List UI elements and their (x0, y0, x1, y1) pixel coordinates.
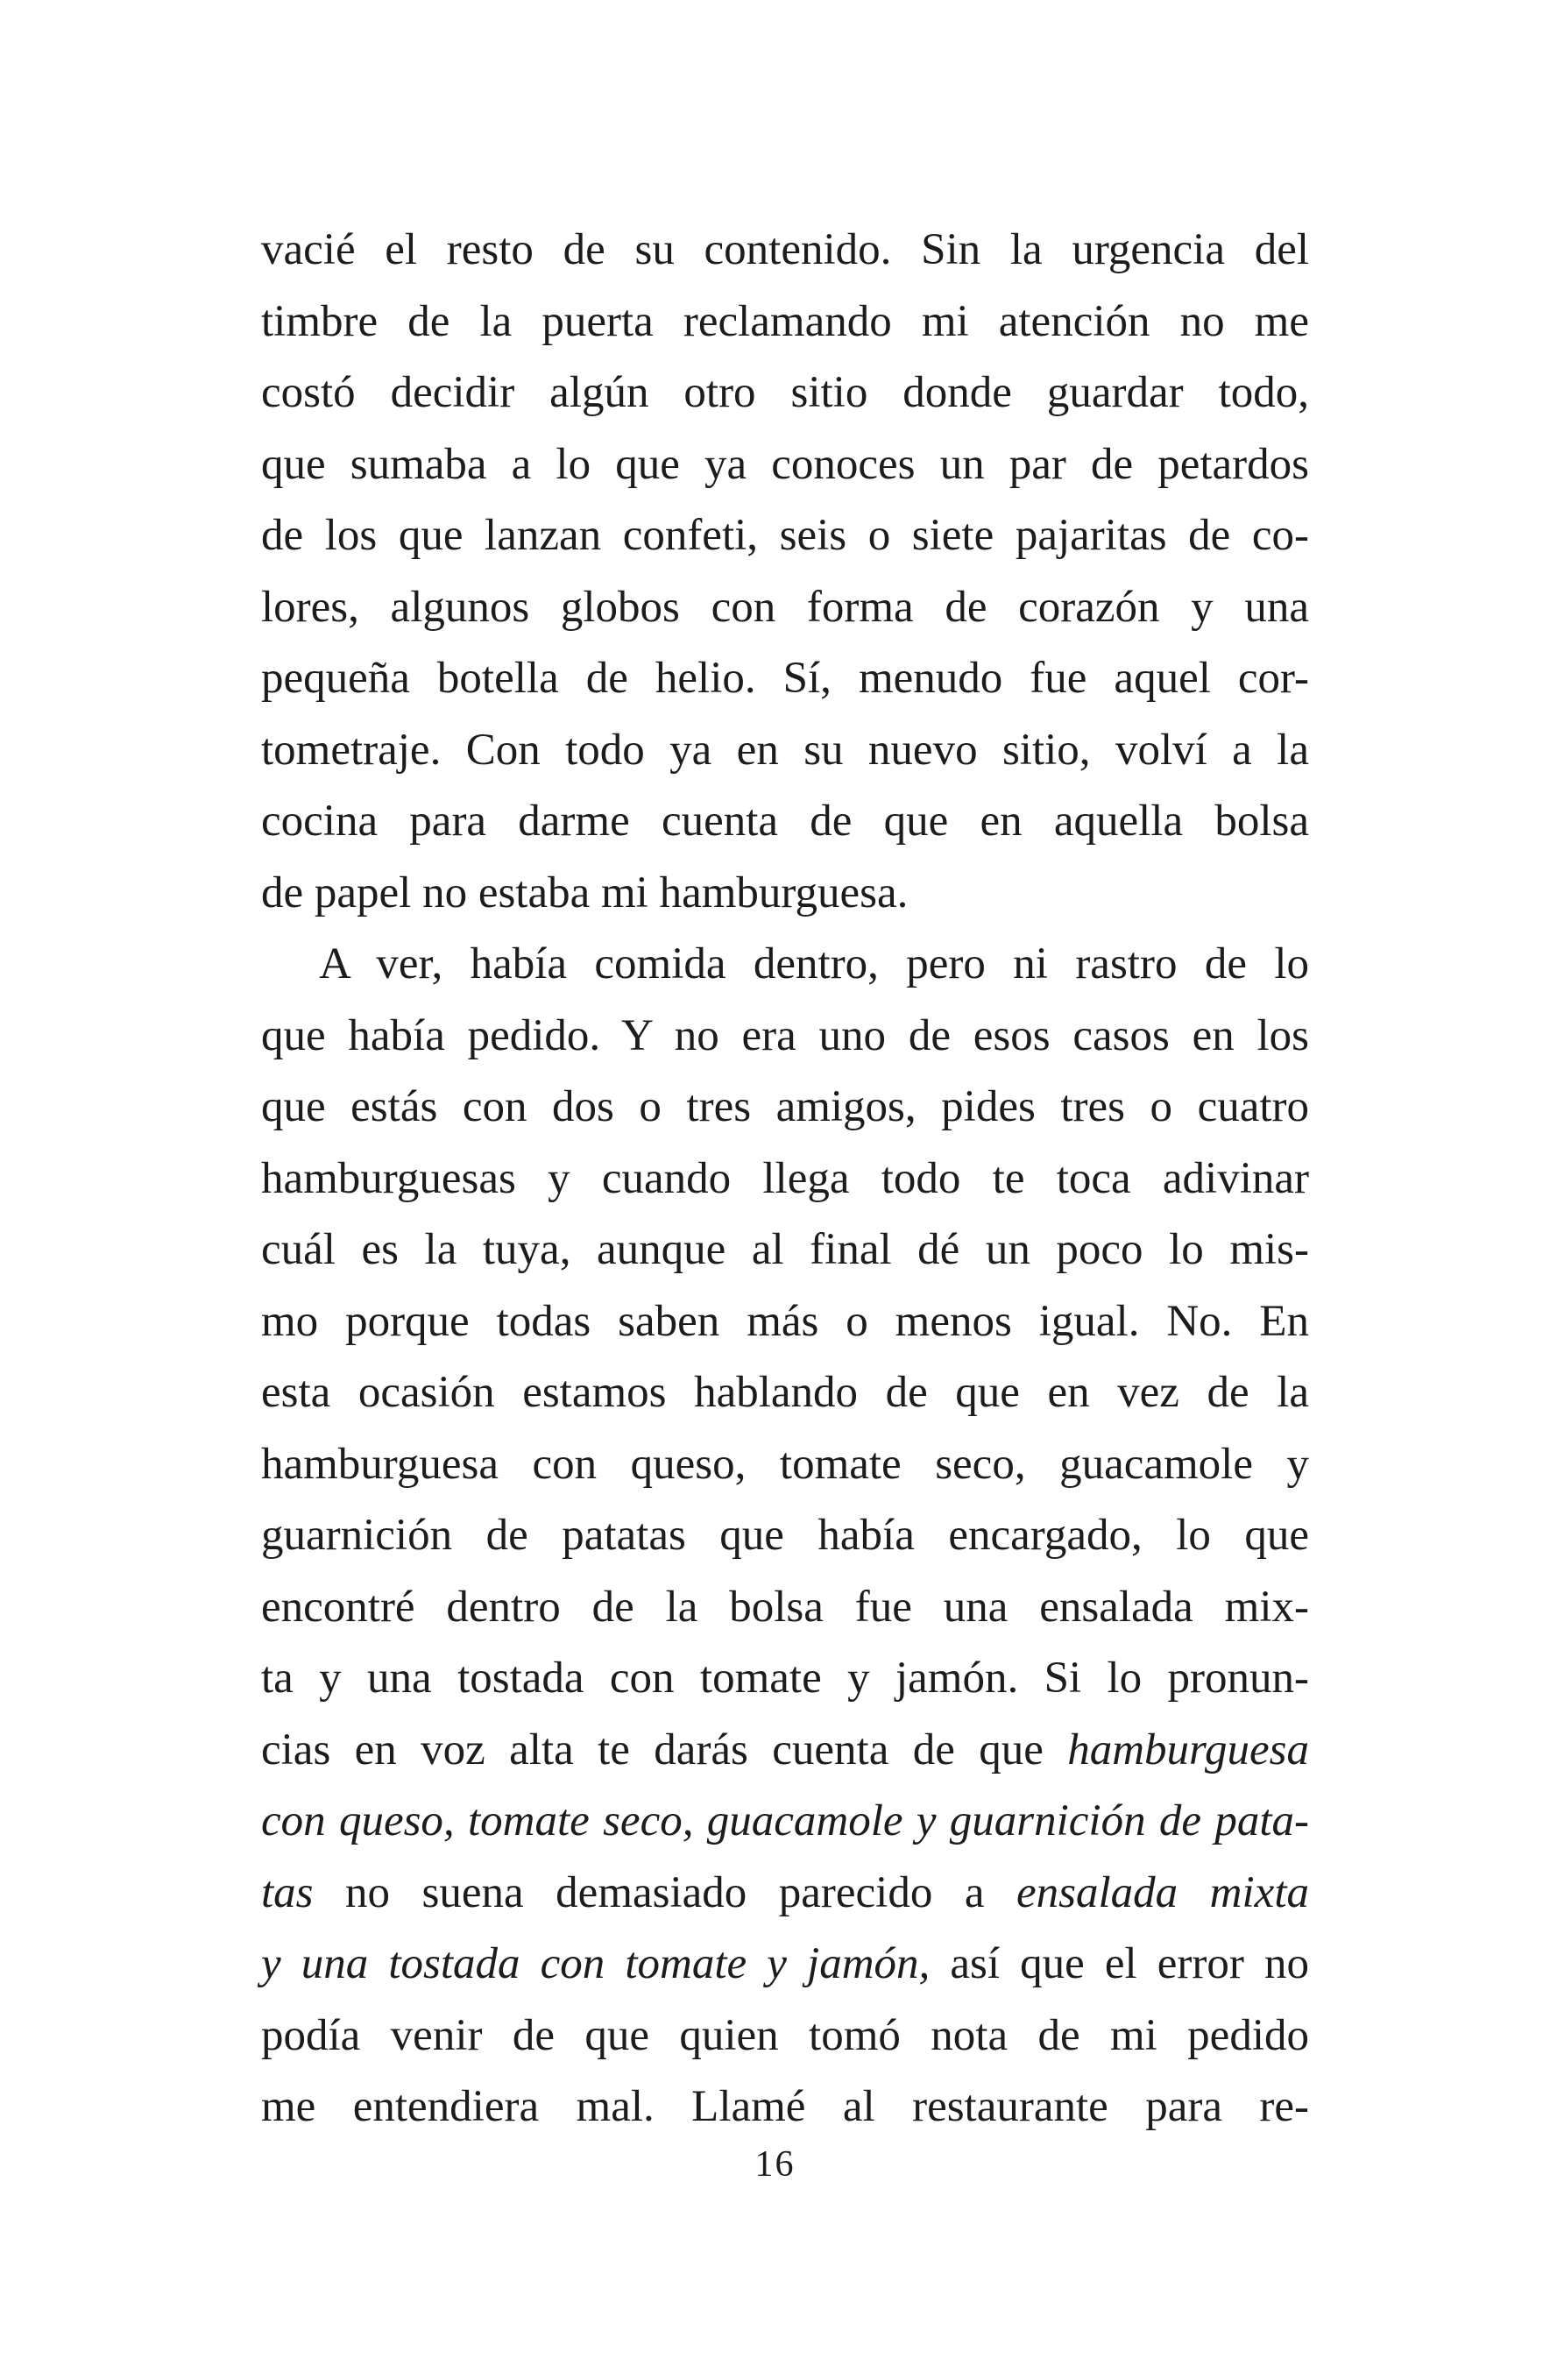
text-segment: así que el error no (930, 1939, 1309, 1988)
text-segment: que sumaba a lo que ya conoces un par de petardos (261, 439, 1309, 489)
body-text (261, 215, 1309, 2143)
text-segment: no suena demasiado parecido a (313, 1867, 1017, 1917)
text-line (261, 1572, 1309, 1644)
text-line (261, 215, 1309, 287)
text-line-content (261, 1643, 1309, 1715)
text-line-content (261, 868, 908, 917)
text-line (261, 1858, 1309, 1930)
text-segment: mo porque todas saben más o menos igual. No. En (261, 1296, 1309, 1346)
text-segment: encontré dentro de la bolsa fue una ensalada mix- (261, 1582, 1309, 1632)
text-line (261, 572, 1309, 644)
text-line (261, 715, 1309, 787)
text-line-content (261, 1572, 1309, 1644)
text-line (261, 1929, 1309, 2001)
text-segment: timbre de la puerta reclamando mi atención no me (261, 296, 1309, 346)
text-line-content (261, 1858, 1309, 1930)
text-line (261, 358, 1309, 429)
text-segment: A ver, había comida dentro, pero ni rastro de lo (319, 939, 1309, 988)
text-segment: me entendiera mal. Llamé al restaurante para re- (261, 2082, 1309, 2131)
text-line (261, 1715, 1309, 1787)
text-segment: cuál es la tuya, aunque al final dé un poco lo mis- (261, 1225, 1309, 1274)
text-line (261, 1215, 1309, 1286)
text-line (261, 2001, 1309, 2072)
italic-text: con queso, tomate seco, guacamole y guarnición de pata- (261, 1796, 1309, 1845)
text-line-content (261, 715, 1309, 787)
text-line (261, 1643, 1309, 1715)
text-segment: cias en voz alta te darás cuenta de que (261, 1725, 1068, 1774)
text-segment: tometraje. Con todo ya en su nuevo sitio, volví a la (261, 725, 1309, 775)
text-line-content (261, 1001, 1309, 1073)
text-segment: esta ocasión estamos hablando de que en vez de la (261, 1368, 1309, 1417)
text-line-content (261, 643, 1309, 715)
text-line-content (261, 1786, 1309, 1858)
text-line-content (261, 1500, 1309, 1572)
text-segment: que estás con dos o tres amigos, pides tres o cuatro (261, 1082, 1309, 1131)
text-line-content (261, 287, 1309, 358)
text-segment: costó decidir algún otro sitio donde guardar todo, (261, 368, 1309, 417)
text-segment: pequeña botella de helio. Sí, menudo fue aquel cor- (261, 654, 1309, 703)
text-segment: cocina para darme cuenta de que en aquella bolsa (261, 797, 1309, 846)
italic-text: tas (261, 1867, 314, 1917)
text-line-content (261, 429, 1309, 501)
text-line-content (261, 215, 1309, 287)
text-line (261, 643, 1309, 715)
italic-text: hamburguesa (1067, 1725, 1309, 1774)
text-line (261, 1357, 1309, 1429)
text-line-content (261, 1357, 1309, 1429)
text-segment: hamburguesa con queso, tomate seco, guacamole y (261, 1439, 1309, 1489)
text-line-content (261, 1144, 1309, 1215)
text-line-content (261, 1429, 1309, 1501)
text-line (261, 858, 1309, 930)
text-segment: de los que lanzan confeti, seis o siete pajaritas de co- (261, 511, 1309, 560)
text-segment: hamburguesas y cuando llega todo te toca adivinar (261, 1153, 1309, 1203)
text-segment: lores, algunos globos con forma de corazón y una (261, 582, 1309, 632)
text-line (261, 929, 1309, 1001)
text-line-content (261, 1715, 1309, 1787)
text-segment: que había pedido. Y no era uno de esos casos en los (261, 1010, 1309, 1060)
text-line (261, 1286, 1309, 1358)
text-line-content (261, 500, 1309, 572)
italic-text: ensalada mixta (1016, 1867, 1309, 1917)
text-line (261, 786, 1309, 858)
text-line (261, 1001, 1309, 1073)
text-line-content (261, 358, 1309, 429)
text-segment: guarnición de patatas que había encargado, lo que (261, 1511, 1309, 1560)
text-line (261, 500, 1309, 572)
page-number: 16 (754, 2144, 796, 2185)
text-segment: ta y una tostada con tomate y jamón. Si lo pronun- (261, 1654, 1309, 1703)
italic-text: y una tostada con tomate y jamón, (261, 1939, 931, 1988)
text-line-content (261, 1286, 1309, 1358)
text-line-content (261, 2072, 1309, 2143)
text-line (261, 1500, 1309, 1572)
text-line-content (261, 572, 1309, 644)
text-line-content (261, 2001, 1309, 2072)
text-segment: vacié el resto de su contenido. Sin la urgencia del (261, 225, 1309, 274)
text-line-content (261, 1072, 1309, 1144)
text-segment: de papel no estaba mi hamburguesa. (261, 868, 909, 917)
text-line (261, 1072, 1309, 1144)
text-line (261, 1144, 1309, 1215)
text-line-content (319, 929, 1309, 1001)
text-line (261, 1429, 1309, 1501)
text-line (261, 287, 1309, 358)
text-line (261, 1786, 1309, 1858)
text-line-content (261, 786, 1309, 858)
text-line (261, 429, 1309, 501)
text-line-content (261, 1929, 1309, 2001)
text-line (261, 2072, 1309, 2143)
text-line-content (261, 1215, 1309, 1286)
text-segment: podía venir de que quien tomó nota de mi pedido (261, 2010, 1309, 2060)
